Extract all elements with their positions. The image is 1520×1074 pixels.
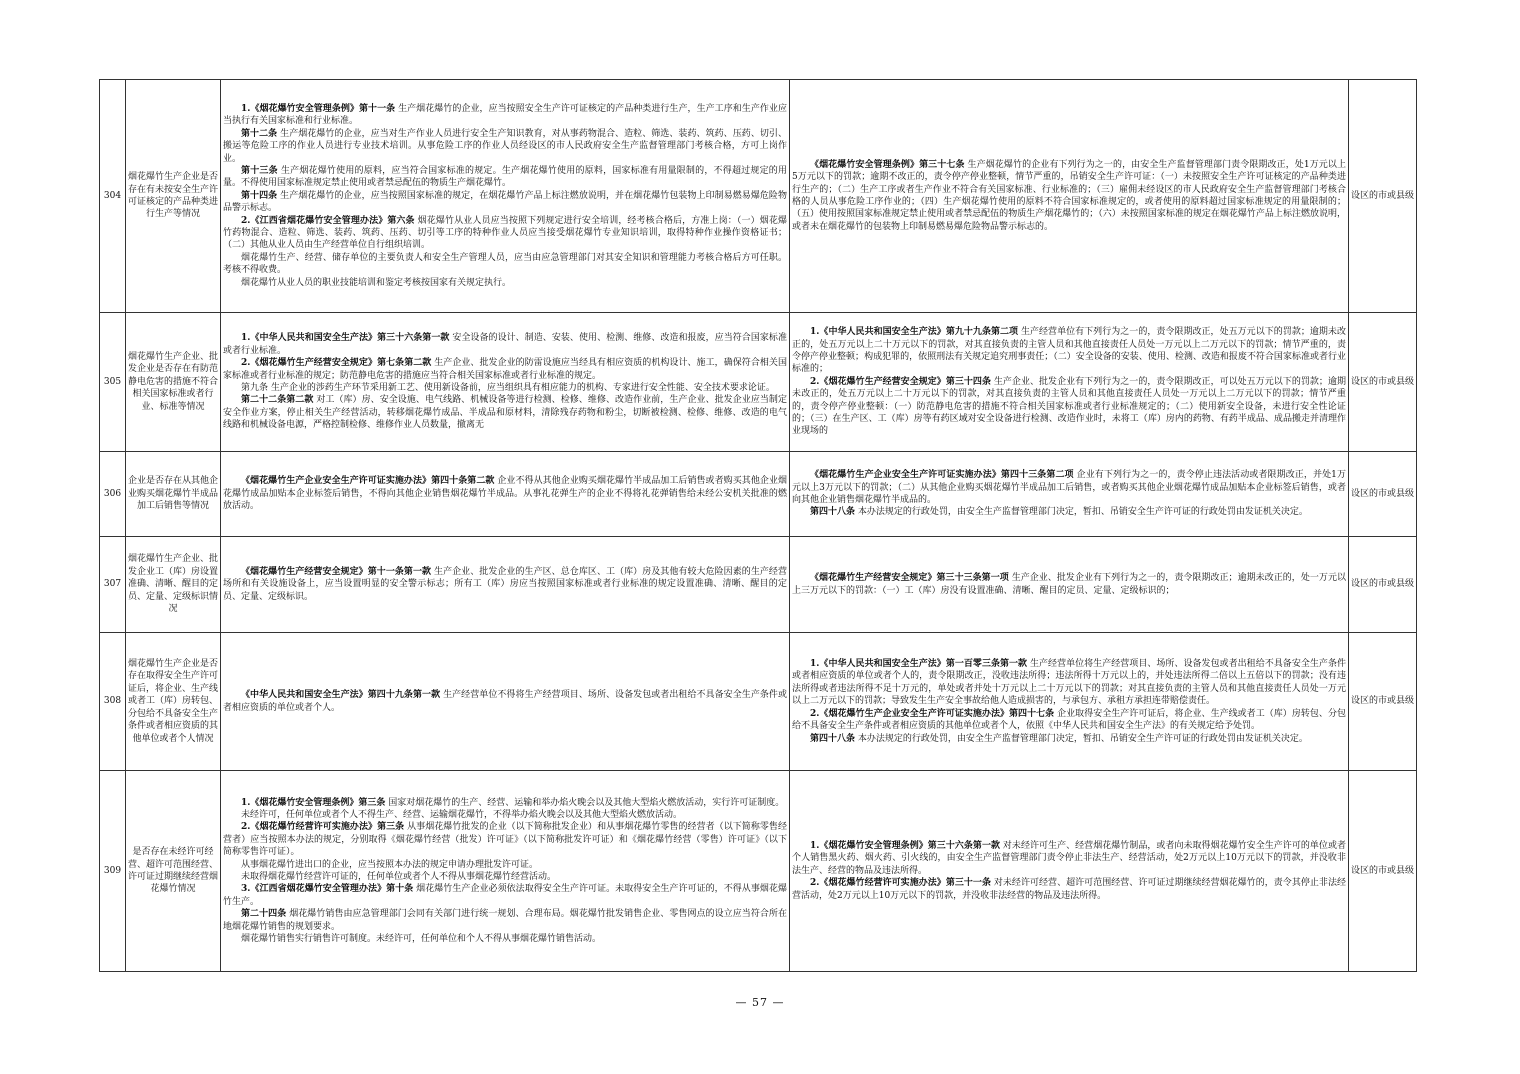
clause-text: 本办法规定的行政处罚，由安全生产监督管理部门决定，暂扣、吊销安全生产许可证的行政处罚由发证机关决定。 xyxy=(857,507,1308,518)
legal-clause xyxy=(223,908,787,933)
legal-clause xyxy=(223,103,787,128)
penalty-clause xyxy=(792,326,1346,376)
penalty-clause xyxy=(792,658,1346,708)
clause-reference: 第二十四条 xyxy=(241,909,287,920)
clause-text: 生产经营单位不得将生产经营项目、场所、设备发包或者出租给不具备安全生产条件或者相应资质的单位或者个人。 xyxy=(223,690,787,713)
clause-reference: 第二十二条第二款 xyxy=(241,395,314,406)
penalty-clause xyxy=(792,733,1346,745)
legal-basis-cell xyxy=(221,313,790,452)
row-number: 308 xyxy=(100,633,126,771)
penalty-basis-cell xyxy=(790,537,1349,633)
legal-clause xyxy=(223,797,787,809)
table-row xyxy=(100,771,1417,972)
clause-text: 烟花爆竹销售实行销售许可制度。未经许可，任何单位和个人不得从事烟花爆竹销售活动。 xyxy=(241,934,602,945)
clause-text: 安全设备的设计、制造、安装、使用、检测、维修、改造和报废，应当符合国家标准或者行业标准。 xyxy=(223,333,787,356)
legal-clause xyxy=(223,883,787,908)
legal-clause xyxy=(223,332,787,357)
enforcement-level: 设区的市或县级 xyxy=(1349,313,1417,452)
clause-text: 烟花爆竹从业人员应当按照下列规定进行安全培训，经考核合格后，方准上岗：（一）烟花爆竹药物混合、造粒、筛选、装药、筑药、压药、切引等工序的特种作业人员应当接受烟花爆竹专业知识培训，取得特种作业操作资格证书；（二）其他从业人员由生产经营单位自行组织培训。 xyxy=(223,215,787,251)
clause-text: 生产烟花爆竹的企业，应当对生产作业人员进行安全生产知识教育，对从事药物混合、造粒、筛选、装药、筑药、压药、切引、搬运等危险工序的作业人员进行专业技术培训。从事危险工序的作业人员经设区的市人民政府安全生产监督管理部门考核合格，方可上岗作业。 xyxy=(223,128,787,164)
table-body xyxy=(100,80,1417,972)
legal-clause xyxy=(223,128,787,165)
clause-reference: 《烟花爆竹生产经营安全规定》第三十三条第一项 xyxy=(810,573,1009,584)
clause-reference: 2.《烟花爆竹生产经营安全规定》第三十四条 xyxy=(810,376,991,387)
clause-reference: 《烟花爆竹生产企业安全生产许可证实施办法》第四十条第二款 xyxy=(241,476,495,487)
table-row xyxy=(100,313,1417,452)
clause-text: 生产烟花爆竹的企业，应当按照国家标准的规定，在烟花爆竹产品上标注燃放说明，并在烟花爆竹包装物上印制易燃易爆危险物品警示标志。 xyxy=(223,190,787,214)
clause-reference: 第四十八条 xyxy=(810,733,856,744)
clause-reference: 第十三条 xyxy=(241,165,278,176)
clause-text: 生产企业、批发企业的生产区、总仓库区、工（库）房及其他有较大危险因素的生产经营场所和有关设施设备上，应当设置明显的安全警示标志；所有工（库）房应当按照国家标准或者行业标准的规定设置准确、清晰、醒目的定员、定量、定级标识。 xyxy=(223,566,787,602)
penalty-basis-cell xyxy=(790,633,1349,771)
clause-reference: 1.《中华人民共和国安全生产法》第三十六条第一款 xyxy=(241,333,450,344)
clause-text: 第九条 生产企业的涉药生产环节采用新工艺、使用新设备前，应当组织具有相应能力的机构、专家进行安全性能、安全技术要求论证。 xyxy=(241,383,775,393)
enforcement-level: 设区的市或县级 xyxy=(1349,771,1417,972)
legal-basis-cell xyxy=(221,537,790,633)
legal-basis-cell xyxy=(221,80,790,313)
inspection-item: 烟花爆竹生产企业、批发企业工（库）房设置准确、清晰、醒目的定员、定量、定级标识情况 xyxy=(126,537,221,633)
clause-text: 企业不得从其他企业购买烟花爆竹半成品加工后销售或者购买其他企业烟花爆竹成品加贴本企业标签后销售，不得向其他企业销售烟花爆竹半成品。从事礼花弹生产的企业不得将礼花弹销售给未经公安机关批准的燃放活动。 xyxy=(223,476,787,512)
clause-reference: 2.《烟花爆竹经营许可实施办法》第三十一条 xyxy=(810,878,991,889)
row-number: 309 xyxy=(100,771,126,972)
inspection-item: 烟花爆竹生产企业是否存在有未按安全生产许可证核定的产品种类进行生产等情况 xyxy=(126,80,221,313)
clause-text: 企业有下列行为之一的，责令停止违法活动或者限期改正，并处1万元以上3万元以下的罚款；（二）从其他企业购买烟花爆竹半成品加工后销售，或者购买其他企业烟花爆竹成品加贴本企业标签后销售，或者向其他企业销售烟花爆竹半成品的。 xyxy=(792,470,1346,505)
clause-text: 生产企业、批发企业的防雷设施应当经具有相应资质的机构设计、施工，确保符合相关国家标准或者行业标准的规定；防范静电危害的措施应当符合相关国家标准或者行业标准的规定。 xyxy=(223,358,787,381)
enforcement-level: 设区的市或县级 xyxy=(1349,537,1417,633)
clause-text: 对未经许可经营、超许可范围经营、许可证过期继续经营烟花爆竹的，责令其停止非法经营活动，处2万元以上10万元以下的罚款，并没收非法经营的物品及违法所得。 xyxy=(792,878,1346,901)
row-number: 305 xyxy=(100,313,126,452)
legal-clause xyxy=(223,394,787,431)
clause-reference: 3.《江西省烟花爆竹安全管理办法》第十条 xyxy=(241,884,414,895)
legal-clause xyxy=(223,357,787,382)
legal-clause xyxy=(223,859,787,871)
regulation-table xyxy=(99,79,1417,972)
row-number: 307 xyxy=(100,537,126,633)
clause-text: 对未经许可生产、经营烟花爆竹制品，或者向未取得烟花爆竹安全生产许可的单位或者个人销售黑火药、烟火药、引火线的，由安全生产监督管理部门责令停止非法生产、经营活动，处2万元以上10万元以下的罚款，并没收非法生产、经营的物品及违法所得。 xyxy=(792,840,1346,876)
penalty-clause xyxy=(792,469,1346,506)
clause-reference: 1.《烟花爆竹安全管理条例》第三十六条第一款 xyxy=(810,840,1001,851)
penalty-clause xyxy=(792,376,1346,438)
legal-clause xyxy=(223,252,787,277)
legal-clause xyxy=(223,215,787,252)
clause-text: 国家对烟花爆竹的生产、经营、运输和举办焰火晚会以及其他大型焰火燃放活动，实行许可证制度。 xyxy=(388,797,785,808)
legal-clause xyxy=(223,190,787,215)
inspection-item: 企业是否存在从其他企业购买烟花爆竹半成品加工后销售等情况 xyxy=(126,452,221,537)
clause-reference: 第四十八条 xyxy=(810,507,856,518)
table-row xyxy=(100,633,1417,771)
legal-clause xyxy=(223,382,787,394)
legal-clause xyxy=(223,933,787,945)
page-number: — 57 — xyxy=(735,996,785,1009)
legal-basis-cell xyxy=(221,771,790,972)
penalty-clause xyxy=(792,159,1346,233)
clause-reference: 1.《中华人民共和国安全生产法》第九十九条第二项 xyxy=(810,327,1019,338)
clause-text: 生产烟花爆竹的企业有下列行为之一的，由安全生产监督管理部门责令限期改正，处1万元以上5万元以下的罚款；逾期不改正的，责令停产停业整顿，情节严重的，吊销安全生产许可证：（一）未按照安全生产许可证核定的产品种类进行生产的；（二）生产工序或者生产作业不符合有关国家标准、行业标准的；（三）雇佣未经设区的市人民政府安全生产监督管理部门考核合格的人员从事危险工序作业的；（四）生产烟花爆竹使用的原料不符合国家标准规定的，或者使用的原料超过国家标准规定的用量限制的；（五）使用按照国家标准规定禁止使用或者禁忌配伍的物质生产烟花爆竹的；（六）未按照国家标准的规定在烟花爆竹产品上标注燃放说明，或者未在烟花爆竹的包装物上印制易燃易爆危险物品警示标志的。 xyxy=(792,159,1346,232)
clause-text: 从事烟花爆竹批发的企业（以下简称批发企业）和从事烟花爆竹零售的经营者（以下简称零售经营者）应当按照本办法的规定，分别取得《烟花爆竹经营（批发）许可证》（以下简称批发许可证）和《烟花爆竹经营（零售）许可证》（以下简称零售许可证）。 xyxy=(223,822,787,858)
legal-basis-cell xyxy=(221,452,790,537)
inspection-item: 烟花爆竹生产企业、批发企业是否存在有防范静电危害的措施不符合相关国家标准或者行业、标准等情况 xyxy=(126,313,221,452)
clause-reference: 2.《烟花爆竹经营许可实施办法》第三条 xyxy=(241,822,405,833)
clause-reference: 1.《烟花爆竹安全管理条例》第十一条 xyxy=(241,103,396,114)
legal-clause xyxy=(223,475,787,512)
penalty-clause xyxy=(792,877,1346,902)
clause-text: 烟花爆竹生产、经营、储存单位的主要负责人和安全生产管理人员，应当由应急管理部门对其安全知识和管理能力考核合格后方可任职。考核不得收费。 xyxy=(223,252,787,276)
clause-reference: 《烟花爆竹生产经营安全规定》第十一条第一款 xyxy=(241,566,432,577)
legal-clause xyxy=(223,809,787,821)
legal-basis-cell xyxy=(221,633,790,771)
clause-reference: 第十二条 xyxy=(241,128,278,139)
clause-reference: 2.《烟花爆竹生产企业安全生产许可证实施办法》第四十七条 xyxy=(810,708,1055,719)
table-row xyxy=(100,452,1417,537)
penalty-basis-cell xyxy=(790,313,1349,452)
clause-text: 生产烟花爆竹的企业，应当按照安全生产许可证核定的产品种类进行生产，生产工序和生产作业应当执行有关国家标准和行业标准。 xyxy=(223,103,787,127)
clause-reference: 《烟花爆竹安全管理条例》第三十七条 xyxy=(810,159,965,170)
clause-text: 烟花爆竹从业人员的职业技能培训和鉴定考核按国家有关规定执行。 xyxy=(241,277,512,288)
penalty-clause xyxy=(792,506,1346,518)
enforcement-level: 设区的市或县级 xyxy=(1349,80,1417,313)
clause-text: 生产经营单位有下列行为之一的，责令限期改正，处五万元以下的罚款；逾期未改正的，处五万元以上二十万元以下的罚款，对其直接负责的主管人员和其他直接责任人员处一万元以上二万元以下的罚款；情节严重的，责令停产停业整顿；构成犯罪的，依照刑法有关规定追究刑事责任；（二）安全设备的安装、使用、检测、改造和报废不符合国家标准或者行业标准的； xyxy=(792,327,1346,375)
clause-text: 烟花爆竹销售由应急管理部门会同有关部门进行统一规划、合理布局。烟花爆竹批发销售企业、零售网点的设立应当符合所在地烟花爆竹销售的规划要求。 xyxy=(223,909,787,932)
row-number: 304 xyxy=(100,80,126,313)
clause-reference: 第十四条 xyxy=(241,190,278,201)
table-row xyxy=(100,80,1417,313)
clause-reference: 1.《中华人民共和国安全生产法》第一百零三条第一款 xyxy=(810,659,1028,670)
clause-text: 本办法规定的行政处罚，由安全生产监督管理部门决定，暂扣、吊销安全生产许可证的行政处罚由发证机关决定。 xyxy=(857,733,1308,744)
clause-text: 生产企业、批发企业有下列行为之一的，责令限期改正，可以处五万元以下的罚款；逾期未改正的，处五万元以上二十万元以下的罚款，对其直接负责的主管人员和其他直接责任人员处一万元以上二万元以下的罚款；情节严重的，责令停产停业整顿：（一）防范静电危害的措施不符合相关国家标准或者行业标准规定的；（二）使用新安全设备，未进行安全性论证的；（三）在生产区、工（库）房等有药区域对安全设备进行检测、改造作业时，未将工（库）房内的药物、有药半成品、成品搬走并清理作业现场的 xyxy=(792,376,1346,437)
legal-clause xyxy=(223,821,787,858)
clause-reference: 2.《江西省烟花爆竹安全管理办法》第六条 xyxy=(241,215,415,226)
clause-reference: 《烟花爆竹生产企业安全生产许可证实施办法》第四十三条第二项 xyxy=(810,470,1074,481)
legal-clause xyxy=(223,165,787,190)
inspection-item: 烟花爆竹生产企业是否存在取得安全生产许可证后，将企业、生产线或者工（库）房转包、分包给不具备安全生产条件或者相应资质的其他单位或者个人情况 xyxy=(126,633,221,771)
clause-reference: 《中华人民共和国安全生产法》第四十九条第一款 xyxy=(241,690,441,701)
enforcement-level: 设区的市或县级 xyxy=(1349,633,1417,771)
legal-clause xyxy=(223,689,787,714)
clause-text: 生产烟花爆竹使用的原料，应当符合国家标准的规定。生产烟花爆竹使用的原料，国家标准有用量限制的，不得超过规定的用量。不得使用国家标准规定禁止使用或者禁忌配伍的物质生产烟花爆竹。 xyxy=(223,165,787,189)
clause-text: 烟花爆竹生产企业必须依法取得安全生产许可证。未取得安全生产许可证的，不得从事烟花爆竹生产。 xyxy=(223,884,787,907)
table-row xyxy=(100,537,1417,633)
clause-reference: 2.《烟花爆竹生产经营安全规定》第七条第二款 xyxy=(241,358,432,369)
penalty-basis-cell xyxy=(790,452,1349,537)
clause-text: 对工（库）房、安全设施、电气线路、机械设备等进行检测、检修、维修、改造作业前，生产企业、批发企业应当制定安全作业方案，停止相关生产经营活动，转移烟花爆竹成品、半成品和原材料，清除残存药物和粉尘，切断被检测、检修、维修、改造的电气线路和机械设备电源，严格控制检修、维修作业人员数量，撤离无 xyxy=(223,395,787,431)
penalty-clause xyxy=(792,572,1346,597)
clause-text: 未取得烟花爆竹经营许可证的，任何单位或者个人不得从事烟花爆竹经营活动。 xyxy=(241,872,557,882)
penalty-clause xyxy=(792,840,1346,877)
row-number: 306 xyxy=(100,452,126,537)
clause-text: 企业取得安全生产许可证后，将企业、生产线或者工（库）房转包、分包给不具备安全生产条件或者相应资质的其他单位或者个人，依照《中华人民共和国安全生产法》的有关规定给予处罚。 xyxy=(792,708,1346,732)
enforcement-level: 设区的市或县级 xyxy=(1349,452,1417,537)
penalty-clause xyxy=(792,708,1346,733)
clause-text: 生产企业、批发企业有下列行为之一的，责令限期改正；逾期未改正的，处一万元以上三万元以下的罚款：（一）工（库）房没有设置准确、清晰、醒目的定员、定量、定级标识的； xyxy=(792,573,1346,596)
legal-clause xyxy=(223,871,787,883)
clause-reference: 1.《烟花爆竹安全管理条例》第三条 xyxy=(241,797,386,808)
clause-text: 生产经营单位将生产经营项目、场所、设备发包或者出租给不具备安全生产条件或者相应资质的单位或者个人的，责令限期改正，没收违法所得；违法所得十万元以上的，并处违法所得二倍以上五倍以下的罚款；没有违法所得或者违法所得不足十万元的，单处或者并处十万元以上二十万元以下的罚款；对其直接负责的主管人员和其他直接责任人员处一万元以上二万元以下的罚款；导致发生生产安全事故给他人造成损害的，与承包方、承租方承担连带赔偿责任。 xyxy=(792,659,1346,707)
inspection-item: 是否存在未经许可经营、超许可范围经营、许可证过期继续经营烟花爆竹情况 xyxy=(126,771,221,972)
penalty-basis-cell xyxy=(790,771,1349,972)
legal-clause xyxy=(223,566,787,603)
penalty-basis-cell xyxy=(790,80,1349,313)
clause-text: 未经许可，任何单位或者个人不得生产、经营、运输烟花爆竹，不得举办焰火晚会以及其他大型焰火燃放活动。 xyxy=(241,809,683,820)
clause-text: 从事烟花爆竹进出口的企业，应当按照本办法的规定申请办理批发许可证。 xyxy=(241,859,539,870)
legal-clause xyxy=(223,277,787,289)
